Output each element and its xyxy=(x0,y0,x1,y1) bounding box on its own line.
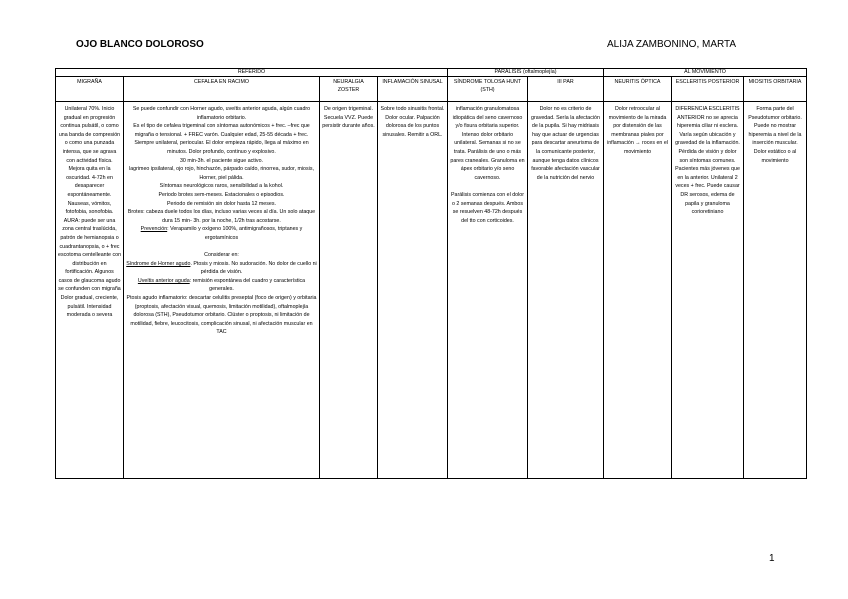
tolosa-paragraph: Parálisis comienza con el dolor o 2 semanas después. Ambos se resuelven 48-72h después del tto con corticoides. xyxy=(450,191,524,224)
cefalea-paragraph: Siempre unilateral, periocular. El dolor empieza rápido, llega al máximo en minutos. Dolor profundo, continuo y explosivo. xyxy=(134,140,309,155)
horner-label: Síndrome de Horner agudo xyxy=(126,260,191,267)
column-header-iii-par: III PAR xyxy=(528,77,604,102)
column-header-inflamacion: INFLAMACIÓN SINUSAL xyxy=(378,77,448,102)
cefalea-uveitis xyxy=(126,277,317,294)
cell-miositis: Forma parte del Pseudotumor orbitario. Puede no mostrar hiperemia a nivel de la inserción muscular. Dolor estático o al movimiento xyxy=(744,102,807,479)
column-header-neuritis: NEURITIS ÓPTICA xyxy=(604,77,672,102)
cefalea-paragraph: Brotes: cabeza duele todos los días, incluso varias veces al día. Un solo ataque dura 15 min- 3h. por la noche, 1/2h tras acostarse. xyxy=(127,209,316,224)
prevention-text: : Verapamilo y oxígeno 100%, antimigrañosos, triptanes y ergotamínicos xyxy=(167,226,303,241)
column-header-tolosa: SÍNDROME TOLOSA HUNT (STH) xyxy=(448,77,528,102)
cefalea-paragraph: Periodo de remisión sin dolor hasta 12 meses. xyxy=(167,200,276,207)
page-number: 1 xyxy=(769,553,775,564)
cell-cefalea xyxy=(124,102,320,479)
cefalea-paragraph: 30 min-3h. el paciente sigue activo. xyxy=(179,157,264,164)
cefalea-horner xyxy=(126,260,317,277)
column-header-escleritis: ESCLERITIS POSTERIOR xyxy=(672,77,744,102)
cefalea-paragraph: Periodo brotes sem-meses. Estacionales o episodios. xyxy=(158,191,285,198)
horner-text: . Ptosis y miosis. No sudoración. No dolor de cuello ni pérdida de visión. xyxy=(190,260,317,276)
group-header-referido: REFERIDO xyxy=(56,69,448,77)
author-name: ALIJA ZAMBONINO, MARTA xyxy=(607,39,737,50)
tolosa-spacer xyxy=(450,182,525,191)
group-header-paralisis: PARÁLISIS (oftalmoplejía) xyxy=(448,69,604,77)
cefalea-prevention xyxy=(126,225,317,242)
cell-neuralgia: De origen trigeminal. Secuela VVZ. Puede persistir durante años. xyxy=(320,102,378,479)
cell-tolosa xyxy=(448,102,528,479)
column-header-neuralgia: NEURALGIA ZOSTER xyxy=(320,77,378,102)
uveitis-label: Uveítis anterior aguda xyxy=(137,277,190,284)
cell-escleritis: DIFERENCIA ESCLERITIS ANTERIOR no se aprecia hiperemia ciliar ni esclera. Varía según ubicación y gravedad de la inflamación. Pérdida de visión y dolor son síntomas comunes. Pacientes más jóvenes que en la anterior. Unilateral 2 veces + frec. Puede causar DR serosos, edema de papila y granuloma corioretiniano xyxy=(672,102,744,479)
comparison-table xyxy=(55,68,807,479)
tolosa-paragraph: inflamación granulomatosa idiopática del seno cavernoso y/o fisura orbitaria superior. Intenso dolor orbitario unilateral. Semanas si no se trata. Parálisis de uno o más pares craneales. Granuloma en ápex orbitario y/o seno cavernoso. xyxy=(450,106,525,181)
cefalea-paragraph: Se puede confundir con Horner agudo, uveítis anterior aguda, algún cuadro inflamatorio orbitario. xyxy=(132,106,311,121)
cefalea-paragraph: lagrimeo ipsilateral, ojo rojo, hinchazón, párpado caído, rinorrea, sudor, miosis, Horner, piel pálida. xyxy=(129,166,314,181)
cell-inflamacion: Sobre todo sinusitis frontal. Dolor ocular. Palpación dolorosa de los puntos sinusales. Remitir a ORL. xyxy=(378,102,448,479)
cell-iii-par: Dolor no es criterio de gravedad. Sería la afectación de la pupila. Si hay midriasis hay que actuar de urgencias para descartar aneurisma de la comunicante posterior, aunque tenga datos clínicos favorable afectación vascular de la nutrición del nervio xyxy=(528,102,604,479)
group-header-movimiento: AL MOVIMIENTO xyxy=(604,69,807,77)
column-header-cefalea: CEFALEA EN RACIMO xyxy=(124,77,320,102)
column-header-miositis: MIOSITIS ORBITARIA xyxy=(744,77,807,102)
uveitis-text: : remisión espontánea del cuadro y característica generales. xyxy=(189,277,306,293)
cell-migrana: Unilateral 70%. Inicio gradual en progresión continua pulsátil, o como una banda de compresión o como una punzada intensa, que se agrava con actividad física. Mejora quita en la oscuridad. 4-72h en desaparecer espontáneamente. Nauseas, vómitos, fotofobia, sonofobia. AURA: puede ser una zona central traslúcida, patrón de hemianopsia o cuadrantanopsia, o + frec escotoma centelleante con distribución en fortificación. Algunos casos de glaucoma agudo se confunden con migraña Dolor gradual, creciente, pulsátil. Intensidad moderada o severa xyxy=(56,102,124,479)
cell-neuritis: Dolor retroocular al movimiento de la mirada por distensión de las membranas piales por inflamación → roces en el movimiento xyxy=(604,102,672,479)
cefalea-paragraph: Síntomas neurológicos raros, sensibilidad a la kohol. xyxy=(159,183,284,190)
cefalea-paragraph: Es el tipo de cefalea trigeminal con síntomas autonómicos + frec. –frec que migraña o tensional. + FREC varón. Cualquier edad, 25-55 década + frec. xyxy=(133,123,310,138)
prevention-label: Prevención xyxy=(140,226,168,233)
cefalea-spacer xyxy=(126,243,317,252)
cefalea-consider-heading: Considerar en: xyxy=(204,252,239,259)
document-title: OJO BLANCO DOLOROSO xyxy=(76,39,204,50)
cefalea-paragraph: Ptosis agudo inflamatorio: descartar celulitis preseptal (foco de origen) y orbitaria (proptosis, afectación visual, quemosis, limitación motilidad), oftalmoplejía dolorosa (STH), Pseudotumor orbitario. Clúster o proptosis, ni limitación de motilidad, fiebre, leucocitosis, complicación sinusal, ni afectación muscular en TAC xyxy=(126,295,317,336)
column-header-migrana: MIGRAÑA xyxy=(56,77,124,102)
